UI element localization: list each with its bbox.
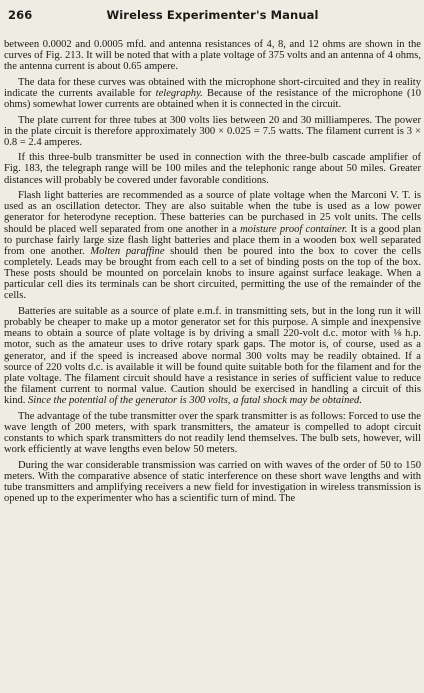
- text-run: The plate current for three tubes at 300 volts lies between 20 and 30 milliamperes. The power in the plate circuit is therefore approximately 300 × 0.025 = 7.5 watts. The filament current is 3 × 0.8 = 2.4 amperes.: [4, 114, 421, 148]
- italic-run: moisture proof container.: [240, 223, 348, 235]
- running-header: [4, 8, 421, 28]
- page-number: 266: [8, 8, 33, 22]
- text-run: Flash light batteries are recommended as a source of plate voltage when the Marconi V. T. is used as an oscillation detector. They are also suitable when the tube is used as a low power generator for heterodyne reception. These batteries can be purchased in 25 volt units. The cells should be placed well separated from one another in a: [4, 190, 421, 235]
- paragraph: [4, 77, 421, 110]
- italic-run: Molten paraffine: [90, 245, 165, 257]
- paragraph: [4, 39, 421, 72]
- italic-run: telegraphy.: [155, 87, 203, 99]
- paragraph: [4, 115, 421, 148]
- paragraph: [4, 306, 421, 406]
- italic-run: Since the potential of the generator is 300 volts, a fatal shock may be obtained.: [28, 395, 362, 407]
- text-run: should then be poured into the box to cover the cells completely. Leads may be brought from each cell to a set of binding posts on the top of the box. These posts should be mounted on porcelain knobs to insure against surface leakage. When a particular cell dies its terminals can be short circuited, permitting the use of the remainder of the cells.: [4, 245, 421, 302]
- text-run: It is a good plan to purchase fairly large size flash light batteries and place them in a wooden box well separated from one another.: [4, 223, 421, 257]
- text-run: The data for these curves was obtained with the microphone short-circuited and they in reality indicate the currents available for: [4, 76, 421, 99]
- paragraph: [4, 152, 421, 185]
- paragraph: [4, 460, 421, 505]
- paragraph: [4, 411, 421, 456]
- text-run: During the war considerable transmission was carried on with waves of the order of 50 to 150 meters. With the comparative absence of static interference on these short wave lengths and with tube transmitters and amplifying receivers a new field for investigation in wireless transmission is opened up to the experimenter who has a scientific turn of mind. The: [4, 459, 421, 505]
- text-run: between 0.0002 and 0.0005 mfd. and antenna resistances of 4, 8, and 12 ohms are shown in the curves of Fig. 213. It will be noted that with a plate voltage of 375 volts and an antenna of 4 ohms, the antenna current is about 0.65 ampere.: [4, 39, 421, 73]
- body-text: [4, 39, 421, 504]
- text-run: Batteries are suitable as a source of plate e.m.f. in transmitting sets, but in the long run it will probably be cheaper to make up a motor generator set for this purpose. A simple and inexpensive means to obtain a source of plate voltage is by driving a small 220-volt d.c. motor with ⅛ h.p. motor, such as the amateur uses to drive rotary spark gaps. The motor is, of course, used as a generator, and if the speed is increased above normal 300 volts may be readily obtained. If a source of 220 volts d.c. is available it will be found quite suitable both for the filament and for the plate voltage. The filament circuit should have a resistance in series of sufficient value to reduce the filament current to normal value. Caution should be exercised in handling a circuit of this kind.: [4, 305, 421, 407]
- text-run: If this three-bulb transmitter be used in connection with the three-bulb cascade amplifier of Fig. 183, the telegraph range will be 100 miles and the telephonic range about 50 miles. Greater distances will probably be covered under favorable conditions.: [4, 152, 421, 186]
- text-run: Because of the resistance of the microphone (10 ohms) somewhat lower currents are obtained when it is connected in the circuit.: [4, 87, 422, 111]
- text-run: The advantage of the tube transmitter over the spark transmitter is as follows: Forced to use the wave length of 200 meters, with spark transmitters, the amateur is compelled to adopt circuit constants to which spark transmitters do not readily lend themselves. The bulb sets, however, will work efficiently at wave lengths even below 50 meters.: [4, 410, 421, 456]
- paragraph: [4, 190, 421, 302]
- book-title: Wireless Experimenter's Manual: [106, 8, 319, 22]
